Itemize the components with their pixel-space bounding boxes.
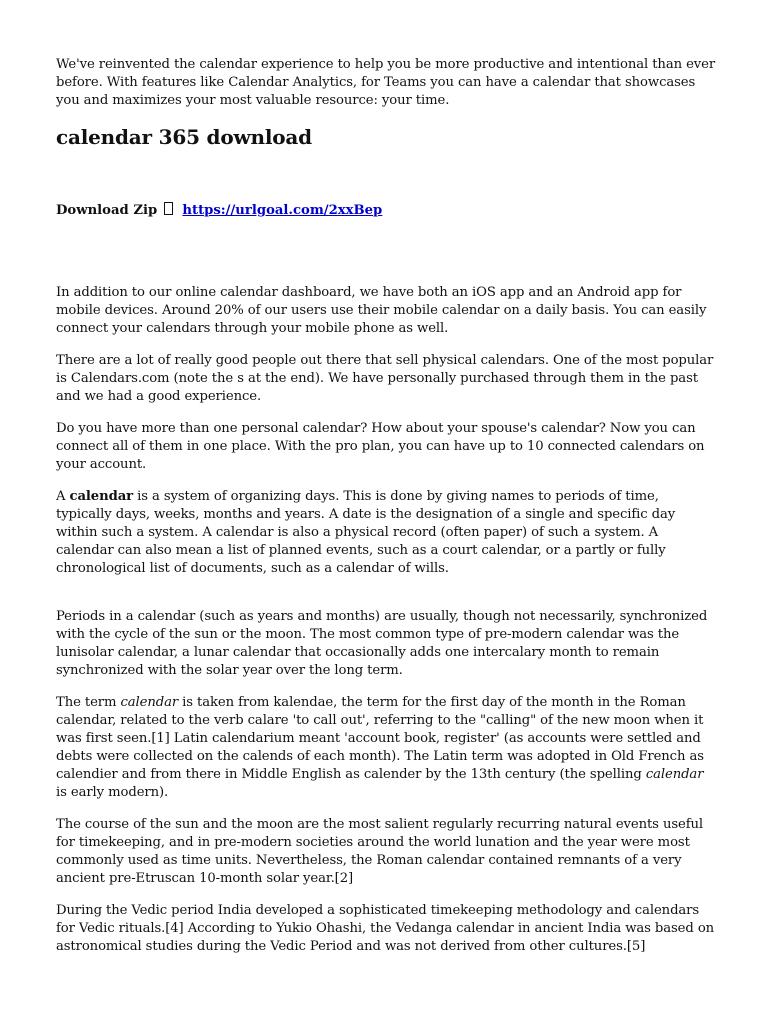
definition-term: calendar [69,489,133,504]
definition-body: is a system of organizing days. This is done by giving names to periods of time, typically days, weeks, months and years. A date is the designation of a single and specific day within such a system. A calendar is also a physical record (often paper) of such a system. A calendar can also mean a list of planned events, such as a court calendar, or a partly or fully chronological list of documents, such as a calendar of wills. [56,489,676,576]
etymology-part-2: is taken from kalendae, the term for the first day of the month in the Roman calendar, related to the verb calare 'to call out', referring to the "calling" of the new moon when it was first seen.[1] Latin calendarium meant 'account book, register' (as accounts were settled and debts were collected on the calends of each month). The Latin term was adopted in Old French as calendier and from there in Middle English as calender by the 13th century (the spelling [56,695,704,782]
vedic-paragraph: During the Vedic period India developed a sophisticated timekeeping methodology and calendars for Vedic rituals.[4] According to Yukio Ohashi, the Vedanga calendar in ancient India was based on astronomical studies during the Vedic Period and was not derived from other cultures.[5] [56,903,715,954]
box-arrow-icon [164,202,173,215]
etymology-term-2: calendar [645,767,704,782]
etymology-part-1: The term [56,695,121,710]
etymology-term-1: calendar [120,695,179,710]
document-page [56,56,716,970]
intro-paragraph: We've reinvented the calendar experience to help you be more productive and intentional than ever before. With features like Calendar Analytics, for Teams you can have a calendar that showcases you and maximizes your most valuable resource: your time. [56,57,716,108]
download-label: Download Zip [56,203,158,218]
mobile-paragraph: In addition to our online calendar dashboard, we have both an iOS app and an Android app for mobile devices. Around 20% of our users use their mobile calendar on a daily basis. You can easily connect your calendars through your mobile phone as well. [56,285,707,336]
etymology-paragraph [56,694,716,802]
physical-paragraph: There are a lot of really good people out there that sell physical calendars. One of the most popular is Calendars.com (note the s at the end). We have personally purchased through them in the past and we had a good experience. [56,353,714,404]
periods-paragraph: Periods in a calendar (such as years and months) are usually, though not necessarily, synchronized with the cycle of the sun or the moon. The most common type of pre-modern calendar was the lunisolar calendar, a lunar calendar that occasionally adds one intercalary month to remain synchronized with the solar year over the long term. [56,609,708,678]
definition-pre: A [56,489,70,504]
download-link[interactable]: https://urlgoal.com/2xxBep [182,203,383,218]
definition-paragraph [56,488,716,578]
etymology-part-3: is early modern). [56,785,169,800]
download-line [56,202,716,220]
page-title: calendar 365 download [56,125,312,149]
course-paragraph: The course of the sun and the moon are the most salient regularly recurring natural events useful for timekeeping, and in pre-modern societies around the world lunation and the year were most commonly used as time units. Nevertheless, the Roman calendar contained remnants of a very ancient pre-Etruscan 10-month solar year.[2] [56,817,703,886]
connect-paragraph: Do you have more than one personal calendar? How about your spouse's calendar? Now you can connect all of them in one place. With the pro plan, you can have up to 10 connected calendars on your account. [56,421,705,472]
